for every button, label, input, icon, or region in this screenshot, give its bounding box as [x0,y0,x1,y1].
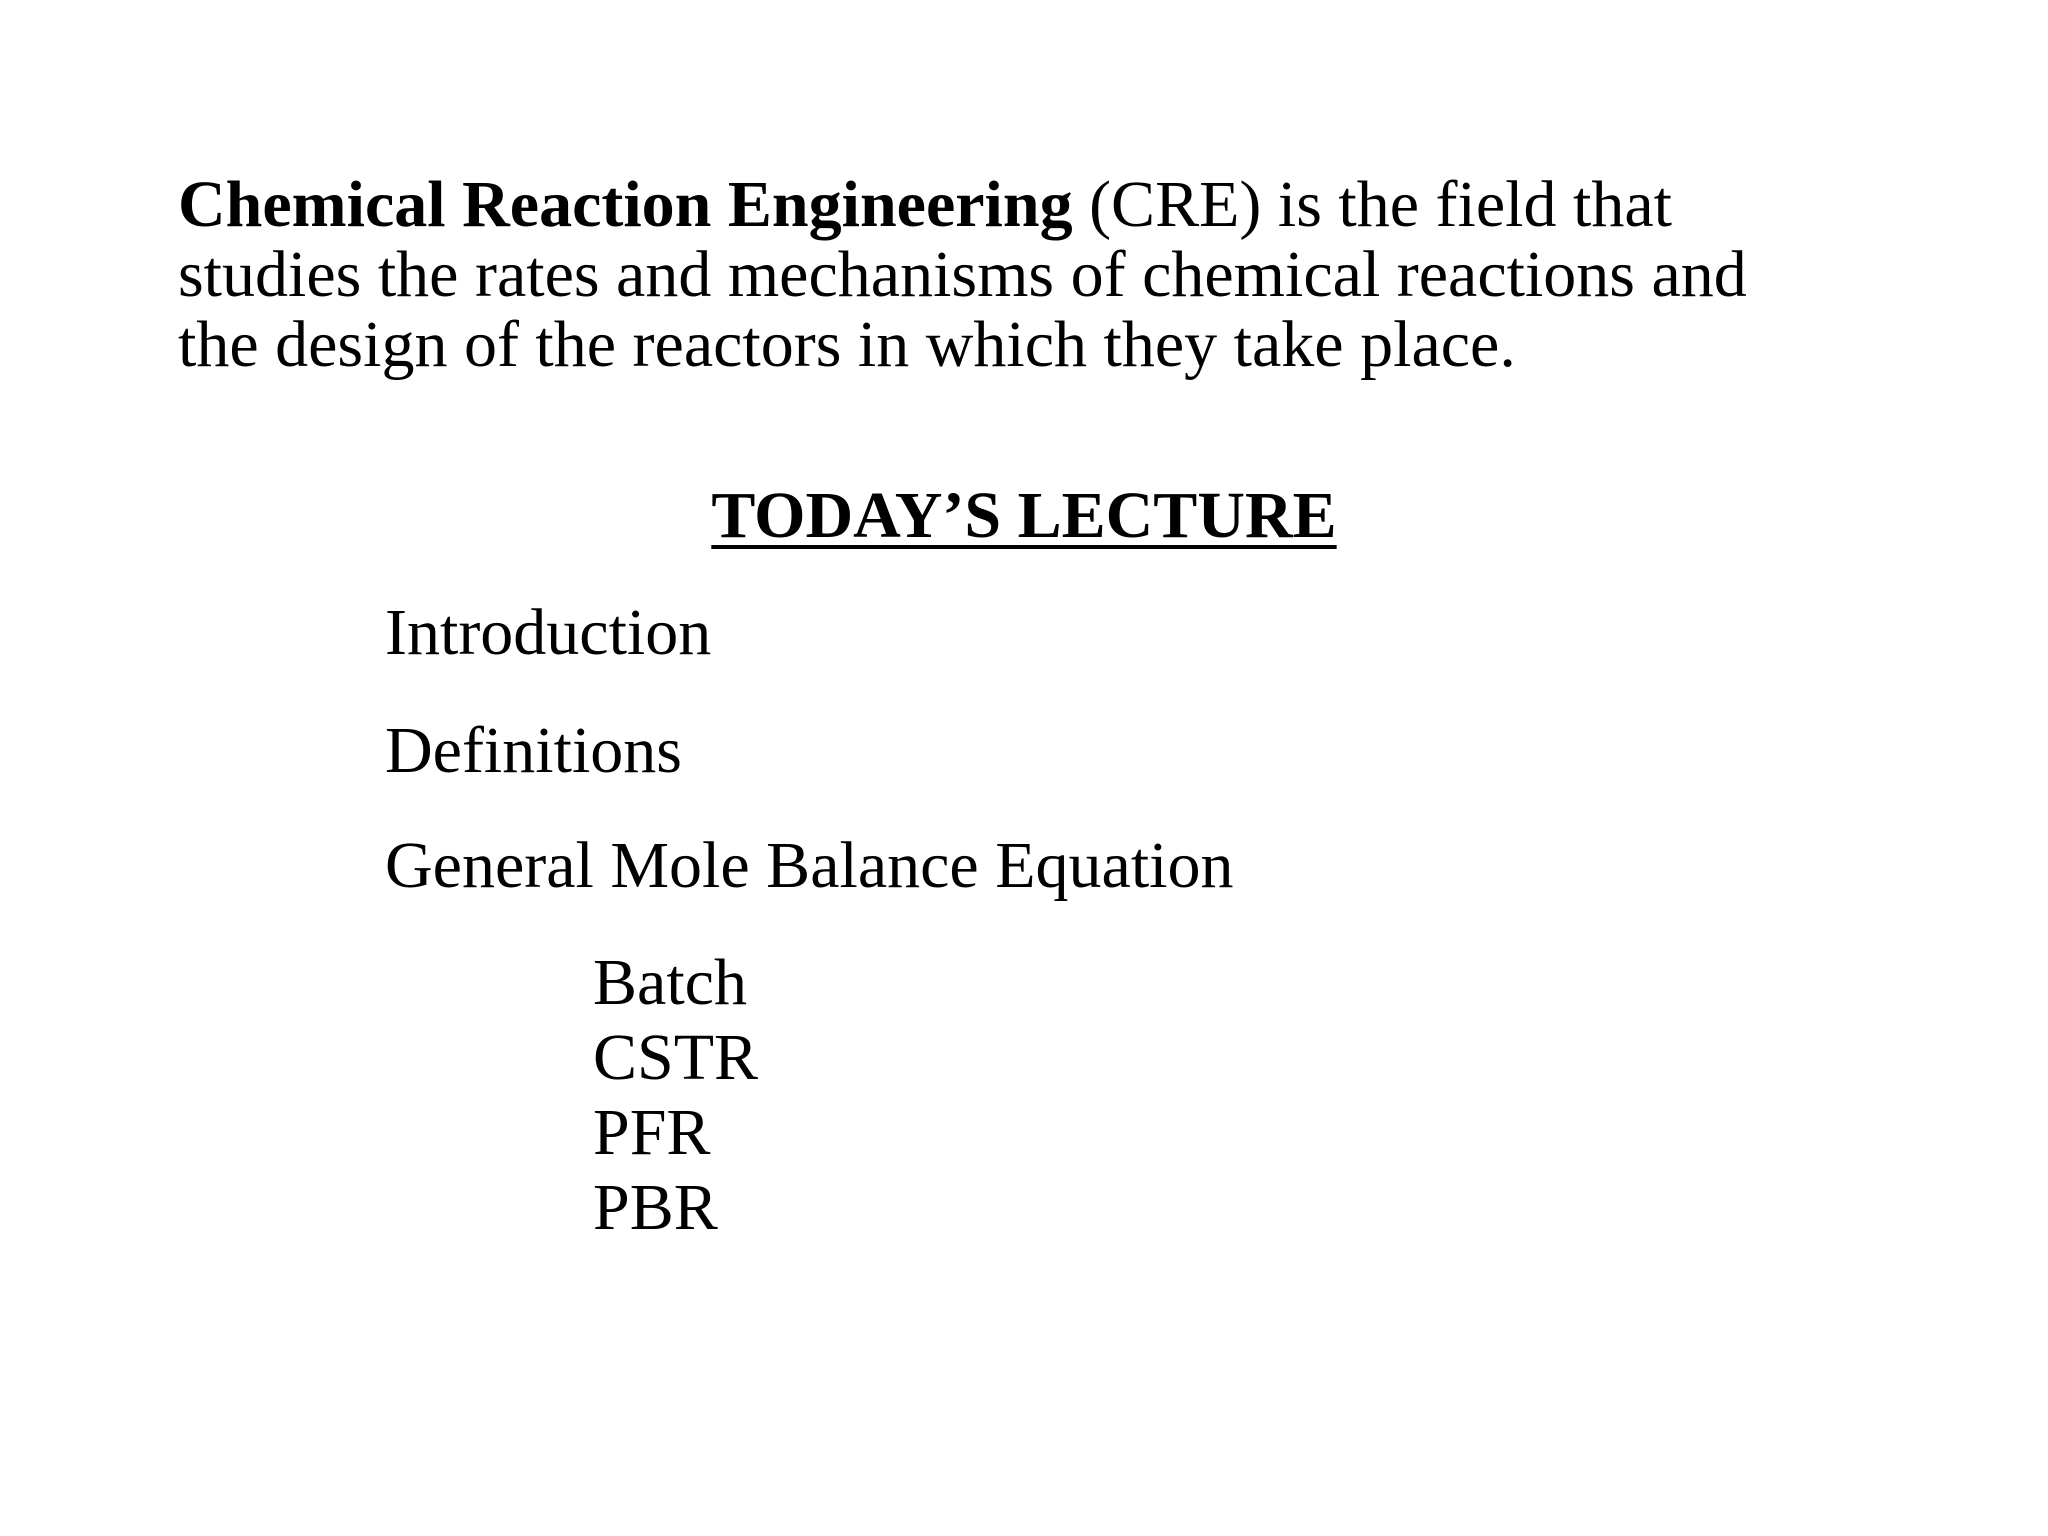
reactor-type-cstr: CSTR [593,1021,759,1094]
lecture-heading [0,476,2048,556]
reactor-type-pbr: PBR [593,1171,718,1244]
intro-line3: the design of the reactors in which they take place. [178,308,1516,381]
reactor-type-list [593,945,758,1245]
topic-general-mole-balance: General Mole Balance Equation [385,829,1234,902]
lecture-heading-text: TODAY’S LECTURE [711,479,1337,552]
intro-line2: studies the rates and mechanisms of chemical reactions and [178,238,1747,311]
reactor-type-batch: Batch [593,946,747,1019]
reactor-type-pfr: PFR [593,1096,711,1169]
intro-paragraph [178,170,1898,380]
intro-line1-rest: (CRE) is the field that [1072,168,1672,241]
intro-bold-term: Chemical Reaction Engineering [178,168,1073,241]
topic-definitions: Definitions [385,714,682,787]
topic-introduction: Introduction [385,596,712,669]
